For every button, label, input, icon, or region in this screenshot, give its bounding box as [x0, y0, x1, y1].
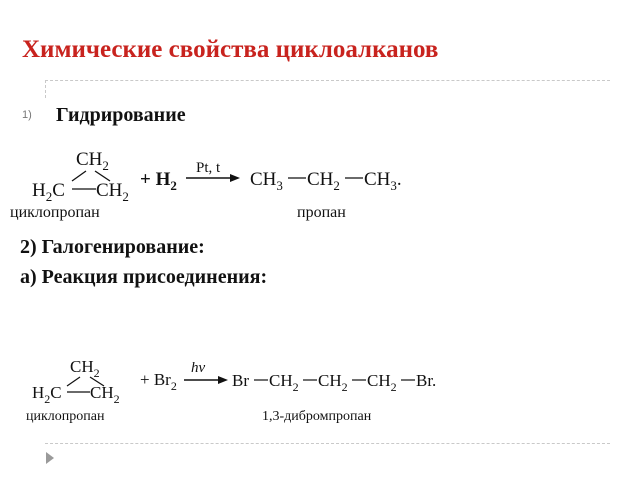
addition-reaction-heading: а) Реакция присоединения: — [20, 266, 268, 288]
slide-title: Химические свойства циклоалканов — [22, 36, 439, 63]
arrow2-head — [218, 376, 228, 384]
list-number: 1) — [22, 109, 32, 121]
triangle-bullet-icon — [46, 452, 54, 464]
reaction-bromination — [26, 357, 436, 424]
ring-top-ch2: $CH_2$ — [76, 149, 109, 173]
halogenation-heading: 2) Галогенирование: — [20, 236, 205, 258]
list-item-text: Гидрирование — [56, 104, 186, 126]
label-cyclopropane: циклопропан — [10, 204, 100, 221]
label-dibromopropane: 1,3-дибромпропан — [262, 409, 372, 424]
ring-right-ch2: $CH_2$ — [96, 180, 129, 204]
ring2-left-h2c: $H_2C$ — [32, 383, 62, 406]
reagent-h2: + $H_2$ — [140, 169, 177, 193]
ring2-top-ch2: $CH_2$ — [70, 357, 100, 380]
product-ch2-c: $CH_2$ — [367, 371, 397, 394]
ring2-right-ch2: $CH_2$ — [90, 383, 120, 406]
reagent-br2: + $Br_2$ — [140, 370, 177, 393]
product-br-right: Br. — [416, 371, 437, 390]
reaction-hydrogenation — [10, 149, 402, 221]
arrow-head — [230, 174, 240, 182]
ring-left-h2c: $H_2C$ — [32, 180, 65, 204]
ring2-bond-left — [67, 377, 80, 386]
ring-bond-left — [72, 171, 86, 181]
label2-cyclopropane: циклопропан — [26, 409, 105, 424]
label-propane: пропан — [297, 204, 346, 221]
product-ch2-a: $CH_2$ — [269, 371, 299, 394]
condition-hv: hν — [191, 360, 206, 376]
product-ch2-b: $CH_2$ — [318, 371, 348, 394]
propane-ch2: $CH_2$ — [307, 169, 340, 193]
propane-ch3-right: $CH_3$. — [364, 169, 402, 193]
propane-ch3-left: $CH_3$ — [250, 169, 283, 193]
condition-pt: Pt, t — [196, 160, 221, 176]
product-br-left: Br — [232, 371, 249, 390]
